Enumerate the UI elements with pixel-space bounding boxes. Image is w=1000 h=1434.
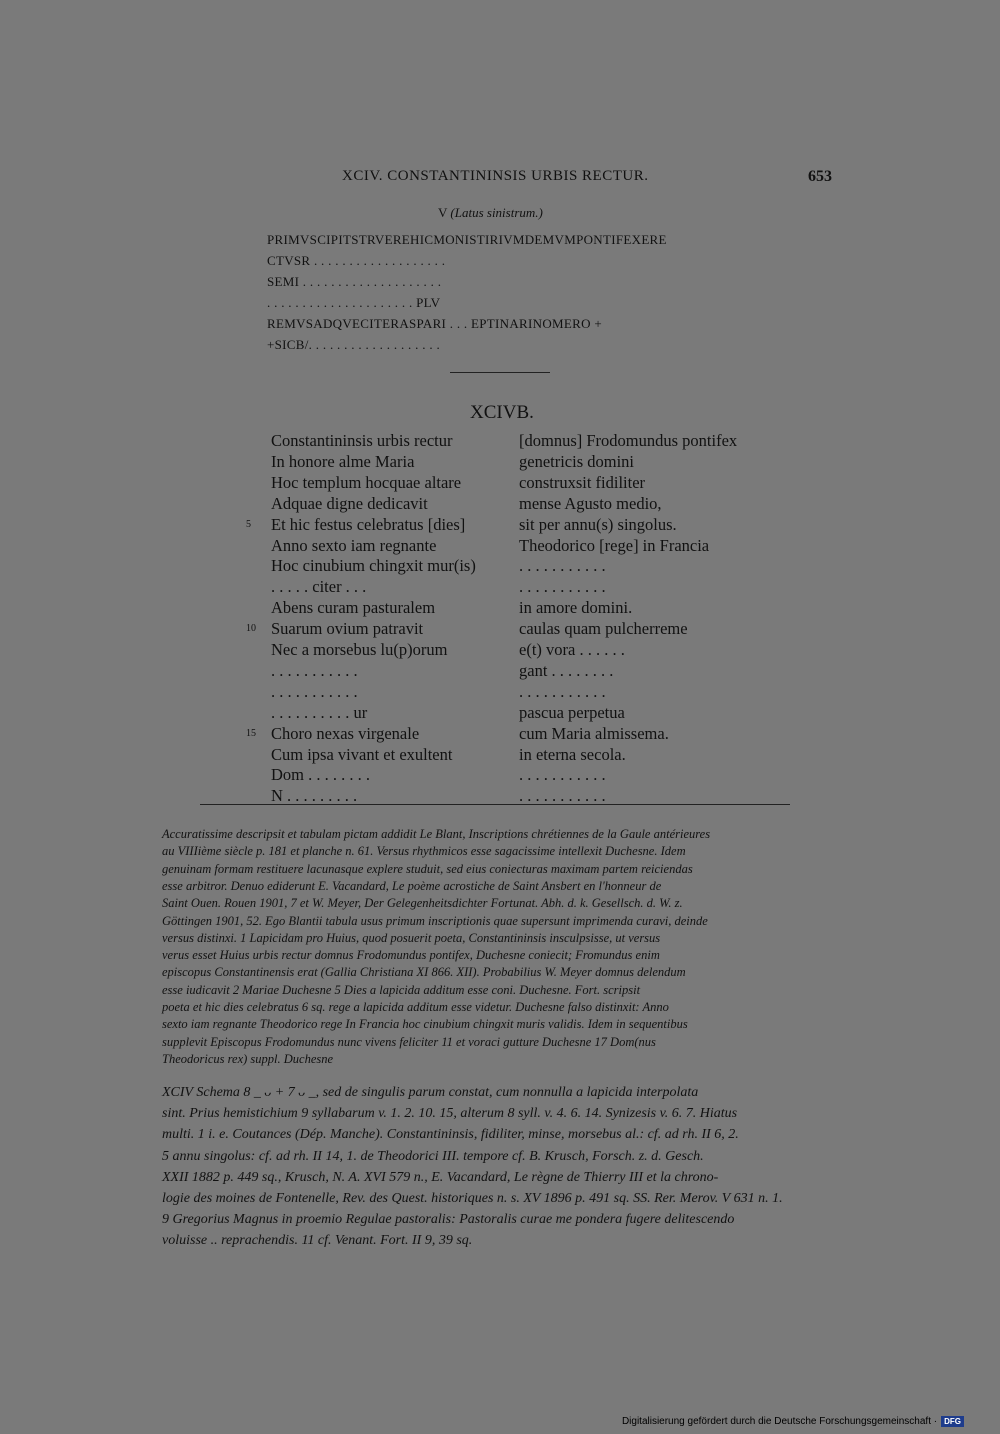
note-line: versus distinxi. 1 Lapicidam pro Huius, quod posuerit poeta, Constantininsis insculpsisse, ut versus xyxy=(162,930,661,945)
note-line: esse iudicavit 2 Mariae Duchesne 5 Dies a lapicida additum esse coni. Duchesne. Fort. scripsit xyxy=(162,982,641,997)
poem-left-hemistich: N . . . . . . . . . xyxy=(271,786,358,806)
poem-left-hemistich: Suarum ovium patravit xyxy=(271,619,424,639)
inscription-line: CTVSR . . . . . . . . . . . . . . . . . . . xyxy=(267,253,446,268)
poem-left-hemistich: Dom . . . . . . . . xyxy=(271,765,370,785)
poem-right-hemistich: Theodorico [rege] in Francia xyxy=(519,535,710,555)
commentary-line: 9 Gregorius Magnus in proemio Regulae pastoralis: Pastoralis curae me pondera fugere delitescendo xyxy=(162,1212,735,1228)
poem-right-hemistich: construxsit fidiliter xyxy=(519,472,646,492)
note-line: esse arbitror. Denuo ediderunt E. Vacandard, Le poème acrostiche de Saint Ansbert en l'honneur de xyxy=(162,878,662,893)
poem-left-hemistich: . . . . . . . . . . . xyxy=(271,660,358,680)
poem-left-hemistich: . . . . . . . . . . . xyxy=(271,681,358,701)
dfg-logo: DFG xyxy=(941,1416,964,1427)
commentary-line: 5 annu singolus: cf. ad rh. II 14, 1. de Theodorici III. tempore cf. B. Krusch, Forsch. z. d. Gesch. xyxy=(162,1148,704,1164)
commentary-line: multi. 1 i. e. Coutances (Dép. Manche). Constantininsis, fidiliter, minse, morsebus al.: cf. ad rh. II 6, 2. xyxy=(162,1127,739,1143)
line-number: 5 xyxy=(246,518,251,530)
section-title: XCIVB. xyxy=(470,402,534,423)
poem-right-hemistich: mense Agusto medio, xyxy=(519,493,662,513)
digitization-footer xyxy=(622,1416,964,1427)
poem-right-hemistich: [domnus] Frodomundus pontifex xyxy=(519,431,738,450)
poem-right-hemistich: pascua perpetua xyxy=(519,702,625,722)
latus-numeral: V xyxy=(438,205,448,220)
poem-right-hemistich: in amore domini. xyxy=(519,598,633,618)
inscription-line: . . . . . . . . . . . . . . . . . . . . . PLV xyxy=(267,295,441,310)
poem-left-hemistich: In honore alme Maria xyxy=(271,451,415,471)
footer-text: Digitalisierung gefördert durch die Deutsche Forschungsgemeinschaft · xyxy=(621,1416,938,1427)
poem-right-hemistich: cum Maria almissema. xyxy=(519,723,669,743)
commentary-line: XCIV Schema 8 _ ᴗ + 7 ᴗ _, sed de singulis parum constat, cum nonnulla a lapicida interpolata xyxy=(162,1085,699,1100)
poem-left-hemistich: Adquae digne dedicavit xyxy=(271,493,428,513)
poem-left-hemistich: Nec a morsebus lu(p)orum xyxy=(271,640,448,659)
page-number: 653 xyxy=(808,168,832,185)
running-header: XCIV. CONSTANTININSIS URBIS RECTUR. xyxy=(342,168,649,184)
inscription-line: PRIMVSCIPITSTRVEREHICMONISTIRIVMDEMVMPONTIFEXERE xyxy=(267,232,667,247)
latus-caption xyxy=(438,205,543,221)
note-line: poeta et hic dies celebratus 6 sq. rege a lapicida additum esse videtur. Duchesne falso distinxit: Anno xyxy=(162,1000,669,1014)
poem-left-hemistich: Constantininsis urbis rectur xyxy=(271,431,453,450)
note-line: Accuratissime descripsit et tabulam pictam addidit Le Blant, Inscriptions chrétiennes de la Gaule antérieures xyxy=(162,827,711,841)
poem-left-hemistich: Hoc cinubium chingxit mur(is) xyxy=(271,556,476,576)
latus-label: (Latus sinistrum.) xyxy=(450,205,543,220)
footnote-rule xyxy=(200,804,790,805)
poem-right-hemistich: sit per annu(s) singolus. xyxy=(519,514,677,534)
note-line: genuinam formam restituere lacunasque explere studuit, sed eius coniecturas maximam partem reiciendas xyxy=(162,861,693,876)
commentary-line: logie des moines de Fontenelle, Rev. des Quest. historiques n. s. XV 1896 p. 491 sq. SS. Rer. Merov. V 631 n. 1. xyxy=(162,1191,783,1206)
inscription-line: +SICB/. . . . . . . . . . . . . . . . . . . xyxy=(267,337,440,352)
inscription-line: SEMI . . . . . . . . . . . . . . . . . . . . xyxy=(267,274,442,289)
note-line: episcopus Constantinensis erat (Gallia Christiana XI 866. XII). Probabilius W. Meyer domnus delendum xyxy=(162,965,686,980)
commentary-line: voluisse .. reprachendis. 11 cf. Venant. Fort. II 9, 39 sq. xyxy=(162,1233,473,1249)
note-line: Theodoricus rex) suppl. Duchesne xyxy=(162,1051,334,1066)
poem-left-hemistich: Choro nexas virgenale xyxy=(271,723,420,743)
poem-right-hemistich: caulas quam pulcherreme xyxy=(519,619,688,639)
poem-right-hemistich: . . . . . . . . . . . xyxy=(519,681,606,701)
inscription-line: REMVSADQVECITERASPARI . . . EPTINARINOMERO + xyxy=(267,316,602,331)
poem-right-hemistich: genetricis domini xyxy=(519,451,635,471)
note-line: supplevit Episcopus Frodomundus nunc vivens feliciter 11 et voraci gutture Duchesne 17 Dom(nus xyxy=(162,1034,656,1049)
poem-left-hemistich: Cum ipsa vivant et exultent xyxy=(271,744,453,764)
line-number: 15 xyxy=(246,727,256,739)
poem-left-hemistich: Et hic festus celebratus [dies] xyxy=(271,514,466,534)
commentary-line: XXII 1882 p. 449 sq., Krusch, N. A. XVI 579 n., E. Vacandard, Le règne de Thierry III et la chrono- xyxy=(162,1169,719,1185)
note-line: au VIIIième siècle p. 181 et planche n. 61. Versus rhythmicos esse sagacissime intellexit Duchesne. Idem xyxy=(162,844,686,859)
poem-right-hemistich: . . . . . . . . . . . xyxy=(519,765,606,785)
poem-right-hemistich: gant . . . . . . . . xyxy=(519,660,614,680)
poem-right-hemistich: in eterna secola. xyxy=(519,744,626,764)
section-divider xyxy=(450,372,550,373)
poem-right-hemistich: . . . . . . . . . . . xyxy=(519,556,606,576)
commentary-line: sint. Prius hemistichium 9 syllabarum v. 1. 2. 10. 15, alterum 8 syll. v. 4. 6. 14. Synizesis v. 6. 7. Hiatus xyxy=(162,1106,738,1122)
note-line: sexto iam regnante Theodorico rege In Francia hoc cinubium chingxit muris validis. Idem in sequentibus xyxy=(162,1017,688,1032)
poem-left-hemistich: . . . . . . . . . . ur xyxy=(271,702,368,722)
note-line: Saint Ouen. Rouen 1901, 7 et W. Meyer, Der Gelegenheitsdichter Fortunat. Abh. d. k. Gesellsch. d. W. z. xyxy=(162,896,683,911)
poem-right-hemistich: . . . . . . . . . . . xyxy=(519,577,606,597)
poem-left-hemistich: . . . . . citer . . . xyxy=(271,577,367,597)
poem-right-hemistich: . . . . . . . . . . . xyxy=(519,786,606,806)
poem-left-hemistich: Hoc templum hocquae altare xyxy=(271,472,462,492)
poem-right-hemistich: e(t) vora . . . . . . xyxy=(519,640,625,659)
poem-left-hemistich: Anno sexto iam regnante xyxy=(271,535,437,555)
note-line: Göttingen 1901, 52. Ego Blantii tabula usus primum inscriptionis quae supersunt imprimenda curavi, deinde xyxy=(162,913,708,928)
poem-left-hemistich: Abens curam pasturalem xyxy=(271,598,436,618)
line-number: 10 xyxy=(246,623,256,635)
note-line: verus esset Huius urbis rectur domnus Frodomundus pontifex, Duchesne coniecit; Fromundus enim xyxy=(162,948,660,963)
